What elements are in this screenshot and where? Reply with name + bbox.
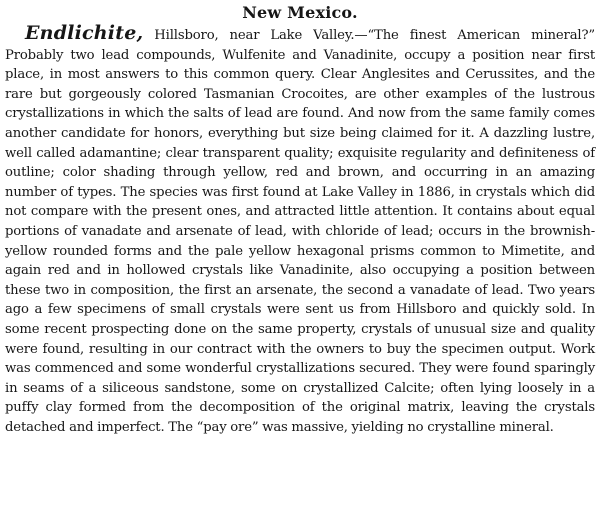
article-body: Hillsboro, near Lake Valley.—“The finest American mineral?” Probably two lead compounds, Wulfenite and Vanadinite, occupy a position near first place, in most answers to this common query. Clear Anglesites and Cerussites, and the rare but gorgeously colored Tasmanian Crocoites, are other examples of the lustrous crystallizations in which the salts of lead are found. And now from the same family comes another candidate for honors, everything but size being claimed for it. A dazzling lustre, well called adamantine; clear transparent quality; exquisite regularity and definiteness of outline; color shading through yellow, red and brown, and occurring in an amazing number of types. The species was first found at Lake Valley in 1886, in crystals which did not compare with the present ones, and attracted little attention. It contains about equal portions of vanadate and arsenate of lead, with chloride of lead; occurs in the brownish-yellow rounded forms and the pale yellow hexagonal prisms common to Mimetite, and again red and in hollowed crystals like Vanadinite, also occupying a position between these two in composition, the first an arsenate, the second a vanadate of lead. Two years ago a few specimens of small crystals were sent us from Hillsboro and quickly sold. In some recent prospecting done on the same property, crystals of unusual size and quality were found, resulting in our contract with the owners to buy the specimen output. Work was commenced and some wonderful crystallizations secured. They were found sparingly in seams of a siliceous sandstone, some on crystallized Calcite; often lying loosely in a puffy clay formed from the decomposition of the original matrix, leaving the crystals detached and imperfect. The “pay ore” was massive, yielding no crystalline mineral. [5, 28, 595, 435]
article-paragraph [5, 24, 595, 437]
mineral-name: Endlichite, [25, 22, 144, 44]
section-heading: New Mexico. [242, 3, 358, 22]
document-page [5, 4, 595, 437]
